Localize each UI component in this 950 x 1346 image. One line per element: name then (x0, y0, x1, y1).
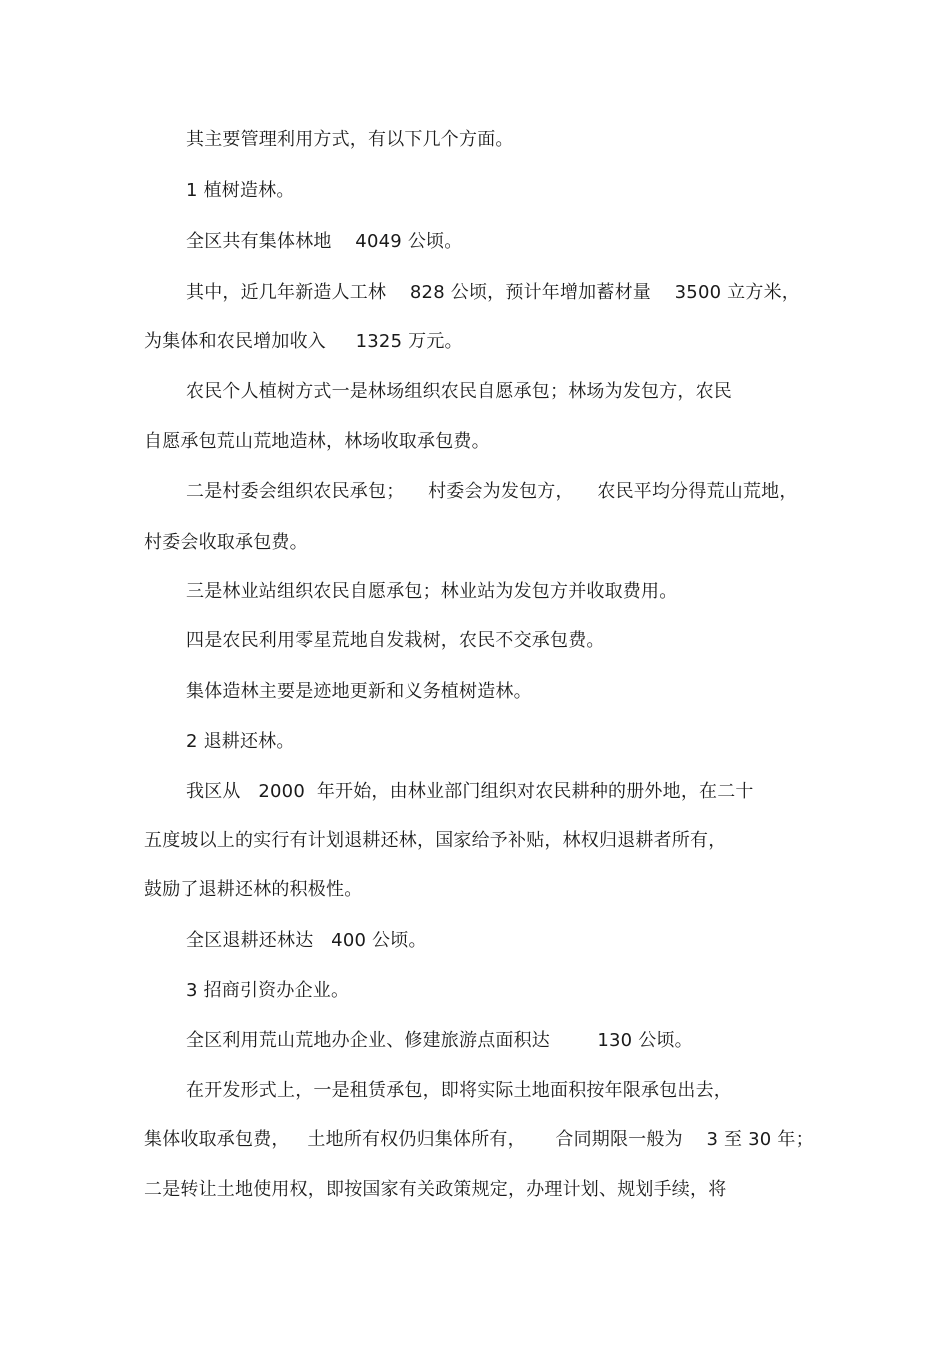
paragraph-line: 自愿承包荒山荒地造林，林场收取承包费。 (144, 431, 490, 452)
paragraph-line: 为集体和农民增加收入 1325 万元。 (144, 331, 463, 352)
paragraph-line: 三是林业站组织农民自愿承包；林业站为发包方并收取费用。 (186, 581, 678, 602)
paragraph-line: 我区从 2000 年开始，由林业部门组织对农民耕种的册外地，在二十 (186, 781, 754, 802)
section-heading: 2 退耕还林。 (186, 731, 295, 752)
paragraph-line: 全区共有集体林地 4049 公顷。 (186, 231, 463, 252)
section-heading: 3 招商引资办企业。 (186, 980, 350, 1001)
paragraph-line: 其中，近几年新造人工林 828 公顷，预计年增加蓄材量 3500 立方米， (186, 282, 800, 303)
paragraph-line: 鼓励了退耕还林的积极性。 (144, 879, 363, 900)
paragraph-line: 集体造林主要是迹地更新和义务植树造林。 (186, 681, 532, 702)
paragraph-line: 二是村委会组织农民承包； 村委会为发包方， 农民平均分得荒山荒地， (186, 481, 798, 502)
paragraph-line: 全区退耕还林达 400 公顷。 (186, 930, 427, 951)
paragraph-line: 四是农民利用零星荒地自发栽树，农民不交承包费。 (186, 630, 605, 651)
paragraph-line: 在开发形式上，一是租赁承包，即将实际土地面积按年限承包出去， (186, 1080, 732, 1101)
paragraph-line: 二是转让土地使用权，即按国家有关政策规定，办理计划、规划手续，将 (144, 1179, 727, 1200)
paragraph-line: 其主要管理利用方式，有以下几个方面。 (186, 129, 514, 150)
paragraph-line: 农民个人植树方式一是林场组织农民自愿承包；林场为发包方，农民 (186, 381, 732, 402)
paragraph-line: 村委会收取承包费。 (144, 532, 308, 553)
section-heading: 1 植树造林。 (186, 180, 295, 201)
paragraph-line: 集体收取承包费， 土地所有权仍归集体所有， 合同期限一般为 3 至 30 年； (144, 1129, 814, 1150)
paragraph-line: 全区利用荒山荒地办企业、修建旅游点面积达 130 公顷。 (186, 1030, 693, 1051)
paragraph-line: 五度坡以上的实行有计划退耕还林，国家给予补贴，林权归退耕者所有， (144, 830, 727, 851)
